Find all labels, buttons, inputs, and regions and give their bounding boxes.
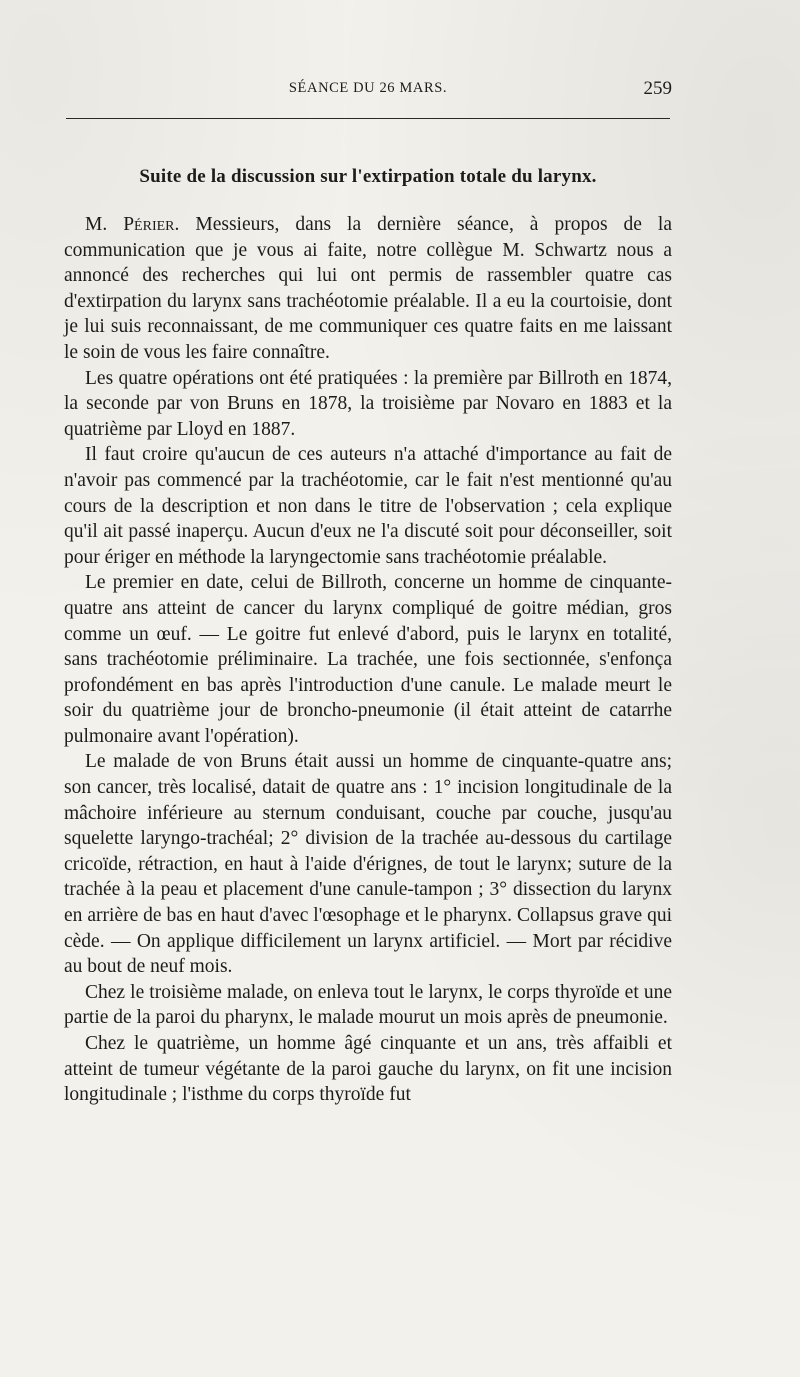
header-rule bbox=[66, 118, 670, 119]
running-title: SÉANCE DU 26 MARS. bbox=[288, 80, 448, 96]
paragraph-1 bbox=[64, 212, 672, 366]
speaker-name: M. Périer. bbox=[85, 214, 180, 235]
paragraph-5: Le malade de von Bruns était aussi un homme de cinquante-quatre ans; son cancer, très localisé, datait de quatre ans : 1° incision longitudinale de la mâchoire inférieure au sternum conduisant, couche par couche, jusqu'au squelette laryngo-trachéal; 2° division de la trachée au-dessous du cartilage cricoïde, rétraction, en haut à l'aide d'érignes, de tout le larynx; suture de la trachée à la peau et placement d'une canule-tampon ; 3° dissection du larynx en arrière de bas en haut d'avec l'œsophage et le pharynx. Collapsus grave qui cède. — On applique difficilement un larynx artificiel. — Mort par récidive au bout de neuf mois. bbox=[64, 751, 672, 978]
paragraph-4: Le premier en date, celui de Billroth, concerne un homme de cinquante-quatre ans atteint de cancer du larynx compliqué de goitre médian, gros comme un œuf. — Le goitre fut enlevé d'abord, puis le larynx en totalité, sans trachéotomie préliminaire. La trachée, une fois sectionnée, s'enfonça profondément en bas après l'introduction d'une canule. Le malade meurt le soir du quatrième jour de broncho-pneumonie (il était atteint de catarrhe pulmonaire avant l'opération). bbox=[64, 572, 672, 747]
paragraph-6: Chez le troisième malade, on enleva tout le larynx, le corps thyroïde et une partie de la paroi du pharynx, le malade mourut un mois après de pneumonie. bbox=[64, 981, 672, 1029]
paragraph-3: Il faut croire qu'aucun de ces auteurs n'a attaché d'importance au fait de n'avoir pas commencé par la trachéotomie, car le fait n'est mentionné qu'au cours de la description et non dans le titre de l'observation ; cela explique qu'il ait passé inaperçu. Aucun d'eux ne l'a discuté soit pour déconseiller, soit pour ériger en méthode la laryngectomie sans trachéotomie préalable. bbox=[64, 444, 672, 568]
running-head bbox=[64, 78, 672, 104]
body-text bbox=[64, 212, 672, 1108]
page-number: 259 bbox=[643, 78, 672, 99]
section-title: Suite de la discussion sur l'extirpation totale du larynx. bbox=[139, 166, 597, 187]
paragraph-7: Chez le quatrième, un homme âgé cinquante et un ans, très affaibli et atteint de tumeur végétante de la paroi gauche du larynx, on fit une incision longitudinale ; l'isthme du corps thyroïde fut bbox=[64, 1033, 672, 1106]
paragraph-2: Les quatre opérations ont été pratiquées : la première par Billroth en 1874, la seconde par von Bruns en 1878, la troisième par Novaro en 1883 et la quatrième par Lloyd en 1887. bbox=[64, 367, 672, 440]
paragraph-1-text: Messieurs, dans la dernière séance, à propos de la communication que je vous ai faite, notre collègue M. Schwartz nous a annoncé des recherches qui lui ont permis de rassembler quatre cas d'extirpation du larynx sans trachéotomie préalable. Il a eu la courtoisie, dont je lui suis reconnaissant, de me communiquer ces quatre faits en me laissant le soin de vous les faire connaître. bbox=[64, 214, 673, 363]
